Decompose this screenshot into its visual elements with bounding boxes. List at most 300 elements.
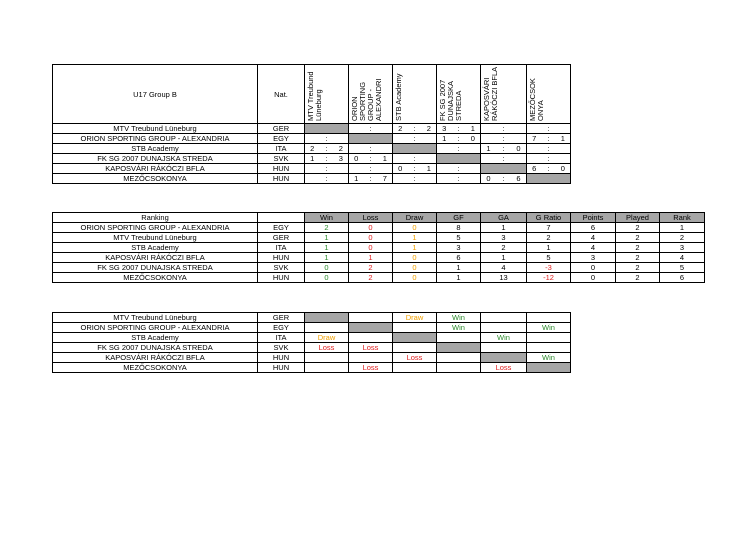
stat-draw: 0 [393, 223, 437, 233]
ranking-header-10: Played [616, 213, 660, 223]
ranking-header-5: Draw [393, 213, 437, 223]
team-name: KAPOSVÁRI RÁKÓCZI BFLA [53, 353, 258, 363]
score-away [378, 164, 392, 173]
score-cell [437, 174, 481, 184]
nationality: GER [258, 124, 305, 134]
nationality: HUN [258, 174, 305, 184]
score-away: 6 [516, 174, 521, 183]
score-away [334, 164, 348, 173]
score-away [378, 144, 392, 153]
stat-played: 2 [616, 263, 660, 273]
stat-played: 2 [616, 273, 660, 283]
team-name: ORION SPORTING GROUP - ALEXANDRIA [53, 134, 258, 144]
result-cell: Loss [349, 363, 393, 373]
stat-rank: 6 [660, 273, 705, 283]
score-sep: : [502, 154, 505, 163]
score-sep: : [457, 164, 460, 173]
score-home [305, 134, 319, 143]
stat-loss: 2 [349, 273, 393, 283]
score-home: 2 [310, 144, 315, 153]
result-cell: Win [481, 333, 527, 343]
score-away: 2 [426, 124, 431, 133]
score-home [437, 174, 451, 183]
column-header-label: KAPOSVÁRI RÁKÓCZI BFLA [482, 66, 499, 121]
score-home [527, 144, 541, 153]
score-home [305, 164, 319, 173]
stat-win: 1 [305, 253, 349, 263]
result-cell [305, 323, 349, 333]
self-match-cell [481, 353, 527, 363]
stat-points: 6 [571, 223, 616, 233]
ranking-row [53, 233, 705, 243]
stat-win: 1 [305, 243, 349, 253]
score-home [437, 144, 451, 153]
column-header-label: STB Academy [394, 73, 403, 121]
result-cell [349, 313, 393, 323]
score-home [437, 164, 451, 173]
score-cell [349, 144, 393, 154]
results-row [53, 323, 571, 333]
stat-draw: 1 [393, 233, 437, 243]
ranking-header-2 [258, 213, 305, 223]
matrix-header-row [53, 65, 571, 124]
score-home [393, 174, 407, 183]
score-home: 0 [398, 164, 403, 173]
match-matrix-table [52, 64, 571, 184]
score-cell [481, 124, 527, 134]
self-match-cell [305, 313, 349, 323]
column-header-label: MEZŐCSOK ONYA [528, 78, 545, 121]
stat-points: 0 [571, 263, 616, 273]
stat-points: 4 [571, 233, 616, 243]
score-cell [527, 154, 571, 164]
stat-ratio: 2 [527, 233, 571, 243]
score-away: 1 [382, 154, 387, 163]
self-match-cell [349, 323, 393, 333]
score-home [393, 134, 407, 143]
score-away [556, 144, 570, 153]
result-cell: Win [527, 323, 571, 333]
score-cell [393, 134, 437, 144]
team-name: KAPOSVÁRI RÁKÓCZI BFLA [53, 253, 258, 263]
stat-ga: 1 [481, 223, 527, 233]
score-away: 1 [426, 164, 431, 173]
stat-win: 0 [305, 263, 349, 273]
score-sep: : [457, 134, 460, 143]
score-cell [305, 154, 349, 164]
score-sep: : [369, 174, 372, 183]
result-cell: Loss [305, 343, 349, 353]
team-name: MTV Treubund Lüneburg [53, 233, 258, 243]
matrix-row [53, 164, 571, 174]
result-cell: Win [437, 323, 481, 333]
score-cell [481, 154, 527, 164]
stat-gf: 5 [437, 233, 481, 243]
score-sep: : [325, 144, 328, 153]
stat-points: 0 [571, 273, 616, 283]
score-cell [527, 164, 571, 174]
score-away [466, 164, 480, 173]
score-cell [437, 124, 481, 134]
team-name: MEZŐCSOKONYA [53, 273, 258, 283]
team-name: ORION SPORTING GROUP - ALEXANDRIA [53, 323, 258, 333]
score-away [422, 154, 436, 163]
score-home [393, 154, 407, 163]
self-match-cell [393, 333, 437, 343]
ranking-header-11: Rank [660, 213, 705, 223]
stat-played: 2 [616, 243, 660, 253]
nationality: EGY [258, 323, 305, 333]
stat-loss: 2 [349, 263, 393, 273]
stat-ga: 1 [481, 253, 527, 263]
stat-played: 2 [616, 223, 660, 233]
score-home [349, 124, 363, 133]
team-name: STB Academy [53, 243, 258, 253]
score-home [527, 124, 541, 133]
stat-ratio: -3 [527, 263, 571, 273]
result-cell [481, 343, 527, 353]
column-header-label: MTV Treubund Lüneburg [306, 71, 323, 121]
score-home: 0 [354, 154, 359, 163]
nationality: GER [258, 233, 305, 243]
score-home: 1 [354, 174, 359, 183]
score-away: 0 [560, 164, 565, 173]
matrix-row [53, 134, 571, 144]
score-sep: : [325, 164, 328, 173]
score-away: 1 [470, 124, 475, 133]
stat-win: 1 [305, 233, 349, 243]
nationality: HUN [258, 273, 305, 283]
score-away: 3 [338, 154, 343, 163]
score-away [511, 124, 526, 133]
score-cell [349, 164, 393, 174]
score-cell [393, 164, 437, 174]
self-match-cell [437, 343, 481, 353]
stat-loss: 0 [349, 243, 393, 253]
score-sep: : [369, 124, 372, 133]
score-sep: : [547, 124, 550, 133]
score-sep: : [325, 134, 328, 143]
stat-rank: 4 [660, 253, 705, 263]
nationality: ITA [258, 243, 305, 253]
team-name: FK SG 2007 DUNAJSKA STREDA [53, 343, 258, 353]
column-header-2 [349, 65, 393, 124]
stat-win: 2 [305, 223, 349, 233]
score-away [556, 154, 570, 163]
result-cell [305, 363, 349, 373]
stat-draw: 1 [393, 243, 437, 253]
matrix-row [53, 154, 571, 164]
nationality: ITA [258, 333, 305, 343]
column-header-5 [481, 65, 527, 124]
score-sep: : [547, 154, 550, 163]
ranking-header-9: Points [571, 213, 616, 223]
nationality: GER [258, 313, 305, 323]
result-cell [437, 333, 481, 343]
ranking-header-3: Win [305, 213, 349, 223]
column-header-4 [437, 65, 481, 124]
score-away [466, 174, 480, 183]
score-home: 7 [532, 134, 537, 143]
stat-ga: 4 [481, 263, 527, 273]
score-away: 1 [560, 134, 565, 143]
score-home: 1 [442, 134, 447, 143]
score-cell [527, 124, 571, 134]
stat-rank: 3 [660, 243, 705, 253]
score-cell [349, 124, 393, 134]
result-cell [437, 353, 481, 363]
score-away: 0 [516, 144, 521, 153]
stat-ga: 2 [481, 243, 527, 253]
score-cell [481, 144, 527, 154]
score-cell [305, 174, 349, 184]
stat-ratio: 5 [527, 253, 571, 263]
score-cell [481, 174, 527, 184]
score-away [466, 144, 480, 153]
result-cell [481, 323, 527, 333]
score-sep: : [325, 154, 328, 163]
stat-gf: 1 [437, 263, 481, 273]
results-table [52, 312, 571, 373]
score-cell [527, 144, 571, 154]
score-away [556, 124, 570, 133]
score-cell [393, 124, 437, 134]
nationality: SVK [258, 343, 305, 353]
stat-gf: 8 [437, 223, 481, 233]
score-home [305, 174, 319, 183]
stat-loss: 1 [349, 253, 393, 263]
score-home: 0 [486, 174, 491, 183]
column-header-3 [393, 65, 437, 124]
score-cell [393, 174, 437, 184]
team-name: ORION SPORTING GROUP - ALEXANDRIA [53, 223, 258, 233]
score-sep: : [457, 174, 460, 183]
score-away [378, 124, 392, 133]
score-cell [437, 164, 481, 174]
result-cell: Win [527, 353, 571, 363]
stat-played: 2 [616, 253, 660, 263]
matrix-row [53, 124, 571, 134]
stat-points: 3 [571, 253, 616, 263]
result-cell [527, 313, 571, 323]
stat-ga: 3 [481, 233, 527, 243]
stat-ga: 13 [481, 273, 527, 283]
result-cell [527, 343, 571, 353]
score-away [334, 134, 348, 143]
self-match-cell [305, 124, 349, 134]
results-row [53, 313, 571, 323]
nationality: EGY [258, 223, 305, 233]
stat-rank: 2 [660, 233, 705, 243]
stat-loss: 0 [349, 223, 393, 233]
self-match-cell [481, 164, 527, 174]
score-sep: : [547, 144, 550, 153]
score-home [349, 144, 363, 153]
results-row [53, 363, 571, 373]
team-name: FK SG 2007 DUNAJSKA STREDA [53, 263, 258, 273]
result-cell: Loss [481, 363, 527, 373]
stat-rank: 1 [660, 223, 705, 233]
ranking-row [53, 253, 705, 263]
score-away [422, 174, 436, 183]
stat-ratio: 7 [527, 223, 571, 233]
team-name: KAPOSVÁRI RÁKÓCZI BFLA [53, 164, 258, 174]
result-cell [305, 353, 349, 363]
column-header-label: ORION SPORTING GROUP - ALEXANDRI [350, 78, 383, 121]
score-away: 2 [338, 144, 343, 153]
score-cell [527, 134, 571, 144]
result-cell [349, 353, 393, 363]
results-row [53, 343, 571, 353]
score-home [481, 154, 496, 163]
stat-gf: 6 [437, 253, 481, 263]
score-cell [305, 144, 349, 154]
score-away [334, 174, 348, 183]
score-home: 1 [310, 154, 315, 163]
nationality: SVK [258, 263, 305, 273]
score-sep: : [457, 144, 460, 153]
self-match-cell [393, 144, 437, 154]
stat-gf: 3 [437, 243, 481, 253]
ranking-row [53, 223, 705, 233]
score-cell [305, 164, 349, 174]
stat-rank: 5 [660, 263, 705, 273]
result-cell [393, 323, 437, 333]
ranking-table [52, 212, 705, 283]
result-cell: Loss [349, 343, 393, 353]
results-row [53, 353, 571, 363]
ranking-header-1: Ranking [53, 213, 258, 223]
result-cell: Win [437, 313, 481, 323]
nationality: HUN [258, 164, 305, 174]
nationality: HUN [258, 253, 305, 263]
group-title: U17 Group B [53, 65, 258, 124]
score-sep: : [502, 144, 505, 153]
score-away: 0 [470, 134, 475, 143]
score-home [481, 134, 496, 143]
score-home: 1 [486, 144, 491, 153]
column-header-6 [527, 65, 571, 124]
result-cell: Draw [393, 313, 437, 323]
ranking-row [53, 243, 705, 253]
nationality: HUN [258, 353, 305, 363]
team-name: MTV Treubund Lüneburg [53, 313, 258, 323]
stat-points: 4 [571, 243, 616, 253]
ranking-header-6: GF [437, 213, 481, 223]
result-cell [393, 363, 437, 373]
team-name: MEZŐCSOKONYA [53, 174, 258, 184]
score-cell [349, 154, 393, 164]
stat-draw: 0 [393, 273, 437, 283]
stat-ratio: 1 [527, 243, 571, 253]
matrix-row [53, 174, 571, 184]
stat-draw: 0 [393, 263, 437, 273]
stat-gf: 1 [437, 273, 481, 283]
team-name: MEZŐCSOKONYA [53, 363, 258, 373]
self-match-cell [437, 154, 481, 164]
self-match-cell [349, 134, 393, 144]
nationality: EGY [258, 134, 305, 144]
ranking-row [53, 273, 705, 283]
score-away [422, 134, 436, 143]
result-cell [349, 333, 393, 343]
score-home: 3 [442, 124, 447, 133]
score-sep: : [502, 174, 505, 183]
nationality: HUN [258, 363, 305, 373]
score-home [527, 154, 541, 163]
score-cell [349, 174, 393, 184]
score-sep: : [547, 164, 550, 173]
stat-win: 0 [305, 273, 349, 283]
team-name: STB Academy [53, 144, 258, 154]
score-cell [305, 134, 349, 144]
result-cell [437, 363, 481, 373]
score-sep: : [413, 174, 416, 183]
column-header-1 [305, 65, 349, 124]
score-away: 7 [382, 174, 387, 183]
stat-played: 2 [616, 233, 660, 243]
result-cell [527, 333, 571, 343]
self-match-cell [527, 363, 571, 373]
score-sep: : [413, 154, 416, 163]
score-home [481, 124, 496, 133]
ranking-header-row [53, 213, 705, 223]
stat-ratio: -12 [527, 273, 571, 283]
team-name: FK SG 2007 DUNAJSKA STREDA [53, 154, 258, 164]
team-name: MTV Treubund Lüneburg [53, 124, 258, 134]
result-cell: Loss [393, 353, 437, 363]
ranking-header-4: Loss [349, 213, 393, 223]
score-sep: : [547, 134, 550, 143]
result-cell [393, 343, 437, 353]
score-cell [481, 134, 527, 144]
team-name: STB Academy [53, 333, 258, 343]
score-cell [437, 144, 481, 154]
stat-draw: 0 [393, 253, 437, 263]
score-away [511, 134, 526, 143]
score-sep: : [369, 164, 372, 173]
score-sep: : [413, 134, 416, 143]
self-match-cell [527, 174, 571, 184]
ranking-header-7: GA [481, 213, 527, 223]
column-header-label: FK SG 2007 DUNAJSKA STREDA [438, 79, 463, 121]
ranking-header-8: G Ratio [527, 213, 571, 223]
stat-loss: 0 [349, 233, 393, 243]
score-home [349, 164, 363, 173]
results-row [53, 333, 571, 343]
score-cell [393, 154, 437, 164]
score-sep: : [457, 124, 460, 133]
nationality: SVK [258, 154, 305, 164]
score-sep: : [369, 144, 372, 153]
result-cell: Draw [305, 333, 349, 343]
score-sep: : [325, 174, 328, 183]
score-away [511, 154, 526, 163]
score-home: 2 [398, 124, 403, 133]
result-cell [481, 313, 527, 323]
matrix-row [53, 144, 571, 154]
score-home: 6 [532, 164, 537, 173]
nat-header: Nat. [258, 65, 305, 124]
score-sep: : [369, 154, 372, 163]
score-sep: : [413, 164, 416, 173]
nationality: ITA [258, 144, 305, 154]
score-cell [437, 134, 481, 144]
score-sep: : [502, 134, 505, 143]
score-sep: : [502, 124, 505, 133]
score-sep: : [413, 124, 416, 133]
ranking-row [53, 263, 705, 273]
